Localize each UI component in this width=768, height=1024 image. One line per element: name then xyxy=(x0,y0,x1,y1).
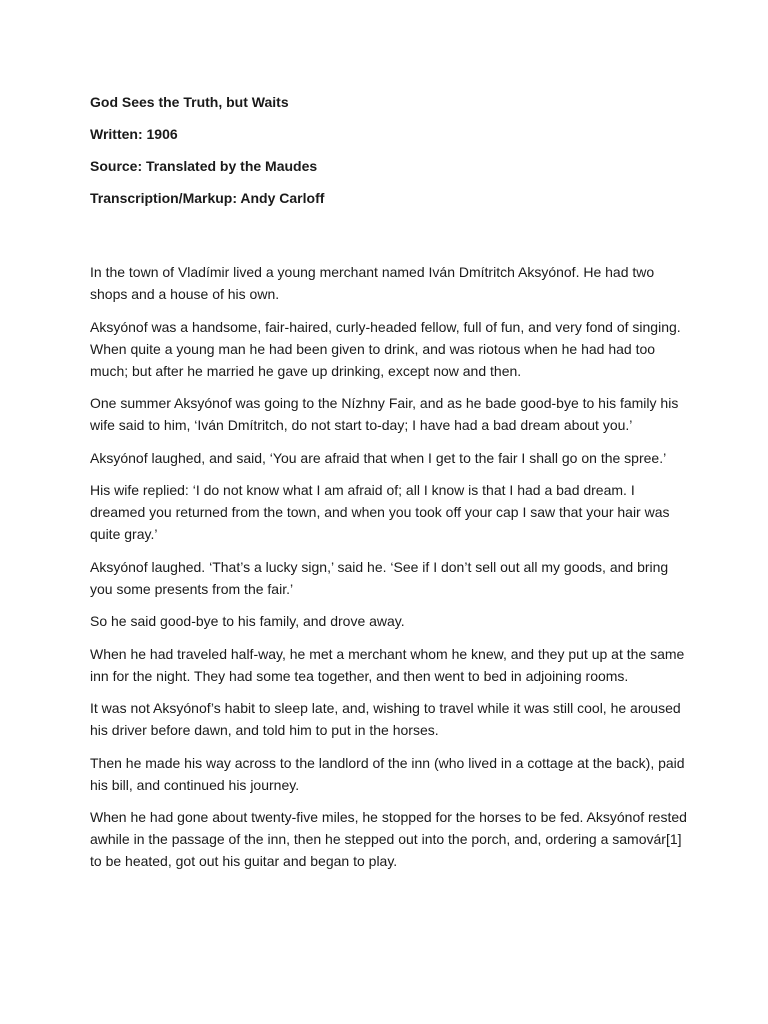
paragraph: It was not Aksyónof’s habit to sleep late, and, wishing to travel while it was still cool, he aroused his driver before dawn, and told him to put in the horses. xyxy=(90,700,681,738)
paragraph: When he had traveled half-way, he met a merchant whom he knew, and they put up at the same inn for the night. They had some tea together, and then went to bed in adjoining rooms. xyxy=(90,645,685,684)
header-spacer xyxy=(90,220,690,261)
document-page xyxy=(90,92,690,883)
paragraph: Aksyónof laughed. ‘That’s a lucky sign,’ said he. ‘See if I don’t sell out all my goods, and bring you some presents from the fair.’ xyxy=(90,558,669,597)
document-title: God Sees the Truth, but Waits xyxy=(90,94,289,110)
paragraph: His wife replied: ‘I do not know what I am afraid of; all I know is that I had a bad dream. I dreamed you returned from the town, and when you took off your cap I saw that your hair was quite gray.’ xyxy=(90,482,670,542)
paragraph: When he had gone about twenty-five miles, he stopped for the horses to be fed. Aksyónof rested awhile in the passage of the inn, then he stepped out into the porch, and, ordering a samovár[1] to be heated, got out his guitar and began to play. xyxy=(90,809,687,869)
written-line: Written: 1906 xyxy=(90,126,178,142)
paragraph: In the town of Vladímir lived a young merchant named Iván Dmítritch Aksyónof. He had two shops and a house of his own. xyxy=(90,264,655,302)
paragraph: Aksyónof was a handsome, fair-haired, curly-headed fellow, full of fun, and very fond of singing. When quite a young man he had been given to drink, and was riotous when he had had too much; but after he married he gave up drinking, except now and then. xyxy=(90,318,681,379)
source-line: Source: Translated by the Maudes xyxy=(90,158,318,174)
paragraph: So he said good-bye to his family, and drove away. xyxy=(90,613,405,629)
paragraph: One summer Aksyónof was going to the Nízhny Fair, and as he bade good-bye to his family his wife said to him, ‘Iván Dmítritch, do not start to-day; I have had a bad dream about you.’ xyxy=(90,395,679,433)
paragraph: Aksyónof laughed, and said, ‘You are afraid that when I get to the fair I shall go on the spree.’ xyxy=(90,449,667,466)
paragraph: Then he made his way across to the landlord of the inn (who lived in a cottage at the back), paid his bill, and continued his journey. xyxy=(90,754,685,793)
transcription-line: Transcription/Markup: Andy Carloff xyxy=(90,190,325,206)
